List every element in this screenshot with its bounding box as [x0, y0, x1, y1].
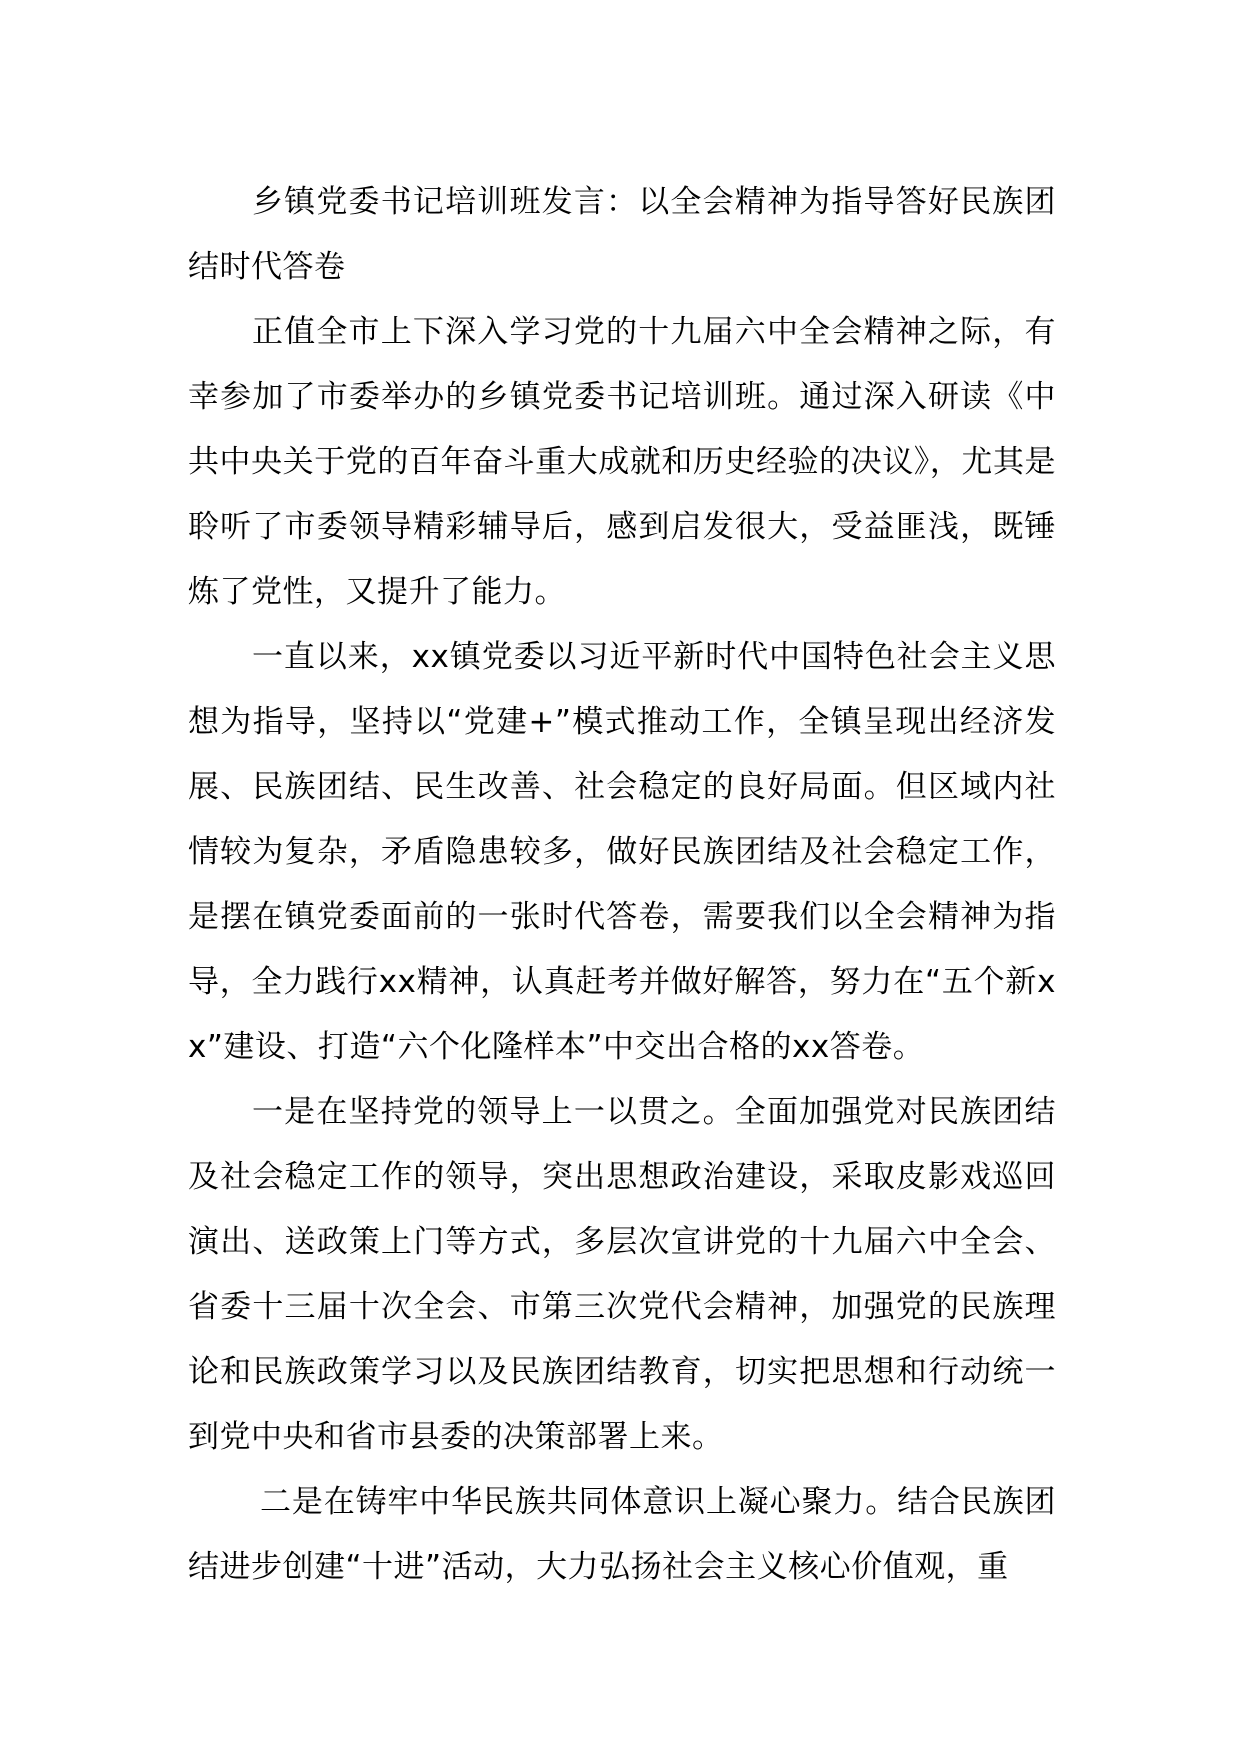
document-title: 乡镇党委书记培训班发言：以全会精神为指导答好民族团结时代答卷 — [188, 184, 1056, 285]
paragraph-point-two: 二是在铸牢中华民族共同体意识上凝心聚力。结合民族团结进步创建“十进”活动，大力弘扬社会主义核心价值观，重 — [188, 1484, 1056, 1585]
paragraph-point-one: 一是在坚持党的领导上一以贯之。全面加强党对民族团结及社会稳定工作的领导，突出思想政治建设，采取皮影戏巡回演出、送政策上门等方式，多层次宣讲党的十九届六中全会、省委十三届十次全会、市第三次党代会精神，加强党的民族理论和民族政策学习以及民族团结教育，切实把思想和行动统一到党中央和省市县委的决策部署上来。 — [188, 1094, 1056, 1455]
document-body — [188, 170, 1056, 1600]
paragraph-background: 一直以来，xx镇党委以习近平新时代中国特色社会主义思想为指导，坚持以“党建+”模式推动工作，全镇呈现出经济发展、民族团结、民生改善、社会稳定的良好局面。但区域内社情较为复杂，矛盾隐患较多，做好民族团结及社会稳定工作，是摆在镇党委面前的一张时代答卷，需要我们以全会精神为指导，全力践行xx精神，认真赶考并做好解答，努力在“五个新xx”建设、打造“六个化隆样本”中交出合格的xx答卷。 — [188, 639, 1056, 1065]
paragraph-intro: 正值全市上下深入学习党的十九届六中全会精神之际，有幸参加了市委举办的乡镇党委书记培训班。通过深入研读《中共中央关于党的百年奋斗重大成就和历史经验的决议》，尤其是聆听了市委领导精彩辅导后，感到启发很大，受益匪浅，既锤炼了党性，又提升了能力。 — [188, 314, 1056, 610]
